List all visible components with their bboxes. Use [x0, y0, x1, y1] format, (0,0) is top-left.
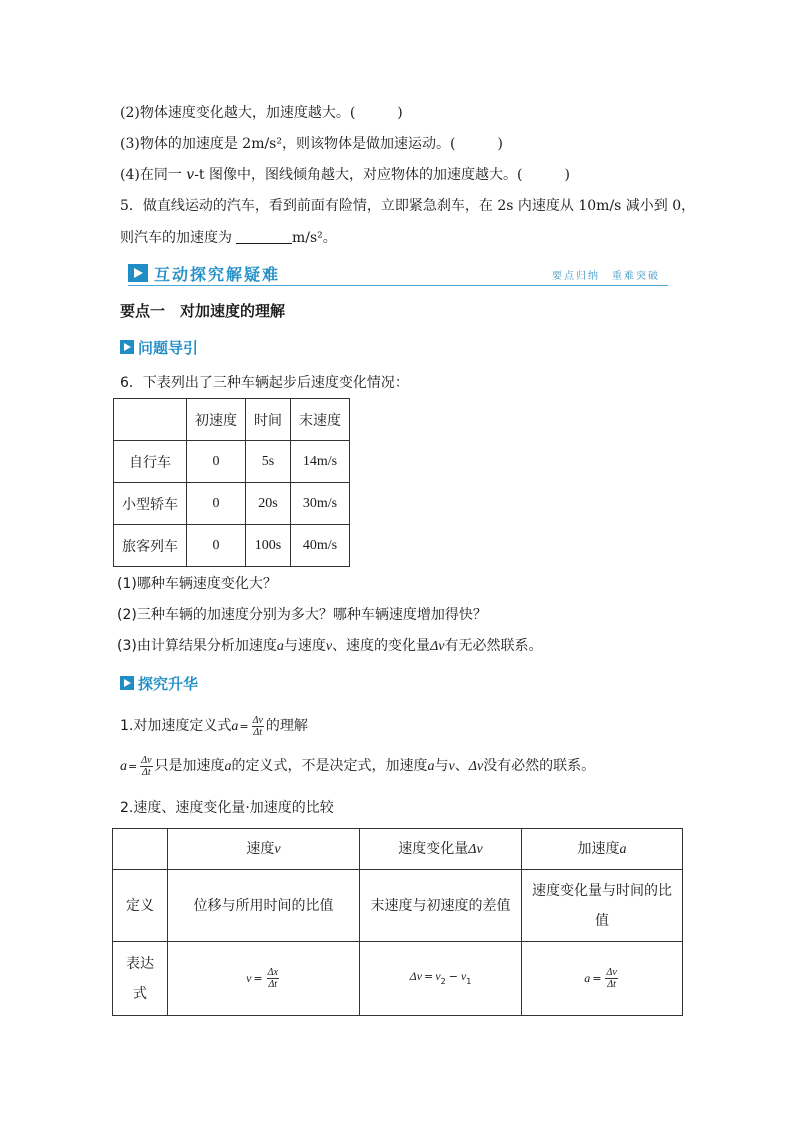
minus-sign: −	[448, 969, 458, 983]
q6-sub3-part: 有无必然联系。	[444, 638, 543, 654]
fraction-dx-dt	[267, 967, 279, 990]
table-cell: 0	[187, 441, 246, 483]
equals-sign: =	[253, 972, 263, 985]
table-cell: 位移与所用时间的比值	[168, 870, 360, 942]
section-banner-title: 互动探究解疑难	[154, 265, 281, 284]
table-cell: 自行车	[114, 441, 187, 483]
table-header-cell	[522, 829, 683, 870]
symbol-a: a	[231, 719, 239, 734]
question-5-unit: m/s²。	[292, 230, 337, 246]
symbol-delta-v: Δv	[468, 841, 483, 857]
equals-sign: =	[592, 972, 602, 985]
subscript-1: 1	[466, 976, 472, 986]
guide-heading-label: 问题导引	[138, 339, 199, 357]
fraction-denominator: Δt	[253, 726, 263, 738]
table-row	[114, 441, 350, 483]
question-5-text: 则汽车的加速度为	[120, 230, 232, 246]
symbol-delta-v: Δv	[468, 759, 484, 774]
table-row	[113, 870, 683, 942]
table-header-cell: 初速度	[187, 399, 246, 441]
table-cell: 小型轿车	[114, 483, 187, 525]
symbol-a: a	[276, 639, 284, 654]
question-6-intro: 6．下表列出了三种车辆起步后速度变化情况：	[120, 375, 409, 391]
table-cell: 速度变化量与时间的比值	[522, 870, 683, 942]
point-1-text: 的理解	[265, 718, 308, 734]
fraction-numerator: Δx	[267, 966, 278, 978]
table-cell: 14m/s	[291, 441, 350, 483]
table-cell: 20s	[246, 483, 291, 525]
symbol-v: v	[274, 841, 281, 857]
symbol-a: a	[584, 971, 591, 985]
table-cell: 0	[187, 483, 246, 525]
symbol-v1: v	[460, 968, 467, 983]
fraction-numerator: Δv	[141, 754, 152, 766]
q6-sub3-part: (3)由计算结果分析加速度	[117, 638, 277, 654]
table-header-cell	[168, 829, 360, 870]
q6-sub3-part: 、速度的变化量	[332, 638, 431, 654]
header-velocity-change: 速度变化量	[398, 840, 469, 857]
play-box-icon	[120, 340, 134, 354]
fraction-denominator: Δt	[607, 978, 616, 990]
table-cell: 0	[187, 525, 246, 567]
fraction-dv-dt	[605, 967, 617, 990]
symbol-a: a	[619, 841, 627, 857]
question-5-line1: 5．做直线运动的汽车，看到前面有险情，立即紧急刹车，在 2s 内速度从 10m/s 减小到 0，	[120, 198, 696, 214]
point-1-heading	[120, 713, 308, 740]
table-cell	[522, 942, 683, 1016]
play-triangle-icon	[128, 264, 148, 282]
point-1-body-text: 只是加速度	[154, 758, 225, 774]
symbol-v2: v	[435, 968, 441, 983]
table-cell: 40m/s	[291, 525, 350, 567]
explore-heading-label: 探究升华	[138, 675, 199, 693]
answer-blank[interactable]	[236, 229, 292, 244]
symbol-a: a	[224, 759, 232, 774]
question-6-sub2: (2)三种车辆的加速度分别为多大？哪种车辆速度增加得快？	[117, 607, 487, 623]
fraction-numerator: Δv	[606, 966, 617, 978]
point-1-body-text: 的定义式，不是决定式，加速度	[231, 758, 428, 774]
symbol-a: a	[120, 759, 127, 774]
point-1-body-text: 与	[434, 758, 449, 774]
point-1-body	[120, 753, 595, 780]
table-header-cell: 时间	[246, 399, 291, 441]
fraction-dv-dt	[252, 715, 264, 738]
fraction-numerator: Δv	[252, 714, 263, 726]
table-header-row	[114, 399, 350, 441]
explore-heading	[120, 673, 198, 694]
q6-sub3-part: 与速度	[283, 638, 326, 654]
section-banner	[128, 261, 668, 286]
equals-sign: =	[424, 969, 434, 983]
comparison-table	[112, 828, 683, 1016]
header-velocity: 速度	[246, 840, 275, 857]
table-cell	[168, 942, 360, 1016]
symbol-v: v	[448, 759, 455, 774]
key-point-heading: 要点一 对加速度的理解	[120, 302, 286, 320]
question-6-sub3	[117, 636, 543, 657]
equals-sign: =	[128, 760, 138, 773]
question-5-line2	[120, 228, 337, 248]
question-4-prefix: (4)在同一	[120, 167, 187, 183]
symbol-a: a	[427, 759, 435, 774]
question-4-v: v	[186, 167, 195, 183]
vehicle-table	[113, 398, 350, 567]
table-cell: 定义	[113, 870, 168, 942]
table-cell: 表达式	[113, 942, 168, 1016]
table-cell: 旅客列车	[114, 525, 187, 567]
table-cell	[360, 942, 522, 1016]
fraction-dv-dt	[140, 755, 152, 778]
table-cell: 100s	[246, 525, 291, 567]
subscript-2: 2	[440, 976, 446, 986]
table-cell: 5s	[246, 441, 291, 483]
table-row	[114, 483, 350, 525]
equals-sign: =	[239, 720, 249, 733]
point-1-body-text: 没有必然的联系。	[483, 758, 596, 774]
question-3: (3)物体的加速度是 2m/s²，则该物体是做加速运动。( )	[120, 136, 503, 152]
fraction-denominator: Δt	[142, 766, 151, 778]
table-cell: 30m/s	[291, 483, 350, 525]
question-6-sub1: (1)哪种车辆速度变化大？	[117, 576, 277, 592]
header-acceleration: 加速度	[577, 840, 620, 857]
fraction-denominator: Δt	[268, 978, 278, 990]
table-header-cell: 末速度	[291, 399, 350, 441]
table-cell: 末速度与初速度的差值	[360, 870, 522, 942]
guide-heading	[120, 337, 198, 358]
table-header-cell	[114, 399, 187, 441]
table-header-row	[113, 829, 683, 870]
question-4-suffix: -t 图像中，图线倾角越大，对应物体的加速度越大。( )	[194, 167, 570, 183]
table-row	[114, 525, 350, 567]
symbol-v: v	[325, 639, 333, 654]
point-1-text: 1.对加速度定义式	[120, 718, 232, 734]
table-header-cell	[360, 829, 522, 870]
question-2: (2)物体速度变化越大，加速度越大。( )	[120, 105, 403, 121]
table-header-cell	[113, 829, 168, 870]
symbol-delta-v: Δv	[409, 968, 423, 983]
point-1-body-text: 、	[454, 758, 469, 774]
question-4	[120, 165, 570, 185]
symbol-v: v	[246, 971, 252, 985]
play-box-icon	[120, 676, 134, 690]
symbol-delta-v: Δv	[430, 639, 445, 654]
table-row	[113, 942, 683, 1016]
point-2-heading: 2.速度、速度变化量·加速度的比较	[120, 800, 334, 816]
section-banner-subtitle: 要点归纳 重难突破	[552, 271, 660, 282]
